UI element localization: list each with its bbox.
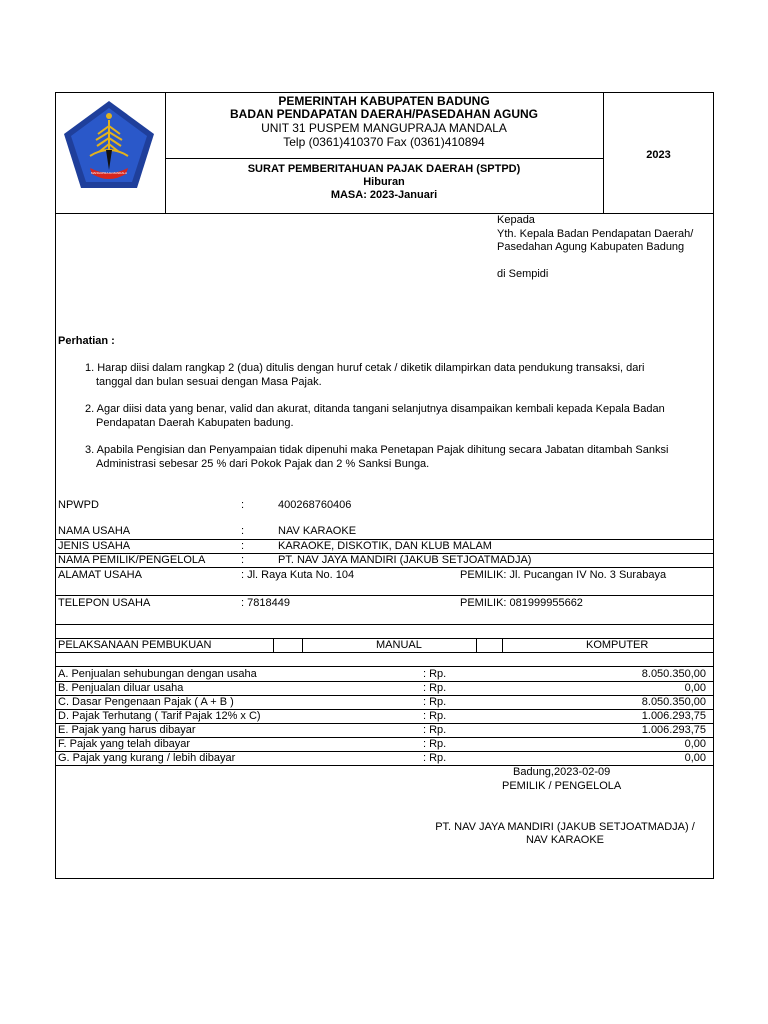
alamat-usaha-label: ALAMAT USAHA	[58, 569, 142, 581]
calc-row-d-label: D. Pajak Terhutang ( Tarif Pajak 12% x C)	[58, 710, 261, 722]
calc-row-d-currency: : Rp.	[423, 710, 447, 722]
bookkeeping-divider-3	[476, 638, 477, 652]
nama-usaha-colon: :	[241, 525, 245, 537]
calc-row-e-value: 1.006.293,75	[641, 724, 706, 736]
bookkeeping-divider-4	[502, 638, 503, 652]
row-line-4	[55, 595, 714, 596]
bookkeeping-komputer: KOMPUTER	[586, 639, 649, 651]
calc-row-g-value: 0,00	[684, 752, 706, 764]
telepon-pemilik-value: PEMILIK: 081999955662	[460, 597, 583, 609]
calc-row-c-currency: : Rp.	[423, 696, 447, 708]
nama-usaha-label: NAMA USAHA	[58, 525, 131, 537]
header-doc-type: Hiburan	[363, 176, 405, 188]
header-government: PEMERINTAH KABUPATEN BADUNG	[278, 94, 490, 108]
calc-row-b-label: B. Penjualan diluar usaha	[58, 682, 184, 694]
nama-pemilik-value: PT. NAV JAYA MANDIRI (JAKUB SETJOATMADJA)	[278, 554, 532, 566]
header-agency: BADAN PENDAPATAN DAERAH/PASEDAHAN AGUNG	[229, 107, 538, 121]
bookkeeping-bottom-line	[55, 652, 714, 653]
header-contact: Telp (0361)410370 Fax (0361)410894	[283, 135, 485, 149]
calc-row-a-label: A. Penjualan sehubungan dengan usaha	[58, 668, 257, 680]
calc-row-b-value: 0,00	[684, 682, 706, 694]
row-line-3	[55, 567, 714, 568]
nama-pemilik-label: NAMA PEMILIK/PENGELOLA	[58, 554, 206, 566]
alamat-pemilik-value: PEMILIK: Jl. Pucangan IV No. 3 Surabaya	[460, 569, 667, 581]
nama-pemilik-colon: :	[241, 554, 245, 566]
logo-caption: MANGUPRAJA MANDALA	[90, 171, 127, 175]
calc-row-e-currency: : Rp.	[423, 724, 447, 736]
calc-row-c-label: C. Dasar Pengenaan Pajak ( A + B )	[58, 696, 234, 708]
calc-row-a-value: 8.050.350,00	[641, 668, 706, 680]
calc-row-f-currency: : Rp.	[423, 738, 447, 750]
notice-item-2-line2: Pendapatan Daerah Kabupaten badung.	[96, 417, 294, 429]
recipient-place: di Sempidi	[497, 268, 549, 280]
calc-row-b-currency: : Rp.	[423, 682, 447, 694]
telepon-usaha-value: : 7818449	[241, 597, 290, 609]
recipient-line1: Yth. Kepala Badan Pendapatan Daerah/	[497, 228, 694, 240]
calc-row-c-value: 8.050.350,00	[641, 696, 706, 708]
calc-row-e-label: E. Pajak yang harus dibayar	[58, 724, 196, 736]
npwpd-value: 400268760406	[278, 499, 352, 511]
notice-item-1-line1: 1. Harap diisi dalam rangkap 2 (dua) ditulis dengan huruf cetak / diketik dilampirkan data pendukung transaksi, dari	[85, 362, 645, 374]
notice-item-3-line2: Administrasi sebesar 25 % dari Pokok Pajak dan 2 % Sanksi Bunga.	[96, 458, 430, 470]
recipient-line2: Pasedahan Agung Kabupaten Badung	[497, 241, 685, 253]
nama-usaha-value: NAV KARAOKE	[278, 525, 357, 537]
calc-row-g-currency: : Rp.	[423, 752, 447, 764]
npwpd-label: NPWPD	[58, 499, 99, 511]
calc-row-f-value: 0,00	[684, 738, 706, 750]
header-period: MASA: 2023-Januari	[330, 189, 438, 201]
calc-row-d-value: 1.006.293,75	[641, 710, 706, 722]
header-unit: UNIT 31 PUSPEM MANGUPRAJA MANDALA	[261, 121, 507, 135]
bookkeeping-divider-2	[302, 638, 303, 652]
calc-line-g	[55, 765, 714, 766]
notice-item-1-line2: tanggal dan bulan sesuai dengan Masa Pajak.	[96, 376, 322, 388]
recipient-to: Kepada	[497, 214, 535, 226]
notice-item-3-line1: 3. Apabila Pengisian dan Penyampaian tidak dipenuhi maka Penetapan Pajak dihitung secara Jabatan ditambah Sanksi	[85, 444, 669, 456]
notice-title: Perhatian :	[58, 335, 115, 347]
jenis-usaha-label: JENIS USAHA	[58, 540, 131, 552]
header-bottom-line	[55, 213, 714, 214]
bookkeeping-manual: MANUAL	[376, 639, 422, 651]
badung-logo	[60, 98, 158, 194]
calc-row-g-label: G. Pajak yang kurang / lebih dibayar	[58, 752, 236, 764]
signature-name-line1: PT. NAV JAYA MANDIRI (JAKUB SETJOATMADJA) /	[435, 821, 695, 833]
jenis-usaha-colon: :	[241, 540, 245, 552]
signature-name-line2: NAV KARAOKE	[525, 834, 605, 846]
header-year: 2023	[646, 149, 671, 161]
signature-date: Badung,2023-02-09	[513, 766, 611, 778]
calc-top-line	[55, 666, 714, 667]
signature-role: PEMILIK / PENGELOLA	[502, 780, 622, 792]
telepon-usaha-label: TELEPON USAHA	[58, 597, 151, 609]
calc-row-f-label: F. Pajak yang telah dibayar	[58, 738, 191, 750]
bookkeeping-label: PELAKSANAAN PEMBUKUAN	[58, 639, 212, 651]
alamat-usaha-value: : Jl. Raya Kuta No. 104	[241, 569, 355, 581]
row-line-5	[55, 624, 714, 625]
notice-item-2-line1: 2. Agar diisi data yang benar, valid dan akurat, ditanda tangani selanjutnya disampaikan kembali kepada Kepala Badan	[85, 403, 665, 415]
npwpd-colon: :	[241, 499, 245, 511]
calc-row-a-currency: : Rp.	[423, 668, 447, 680]
header-mid-line	[165, 158, 603, 159]
header-doc-title: SURAT PEMBERITAHUAN PAJAK DAERAH (SPTPD)	[247, 163, 521, 175]
bookkeeping-divider-1	[273, 638, 274, 652]
jenis-usaha-value: KARAOKE, DISKOTIK, DAN KLUB MALAM	[278, 540, 492, 552]
